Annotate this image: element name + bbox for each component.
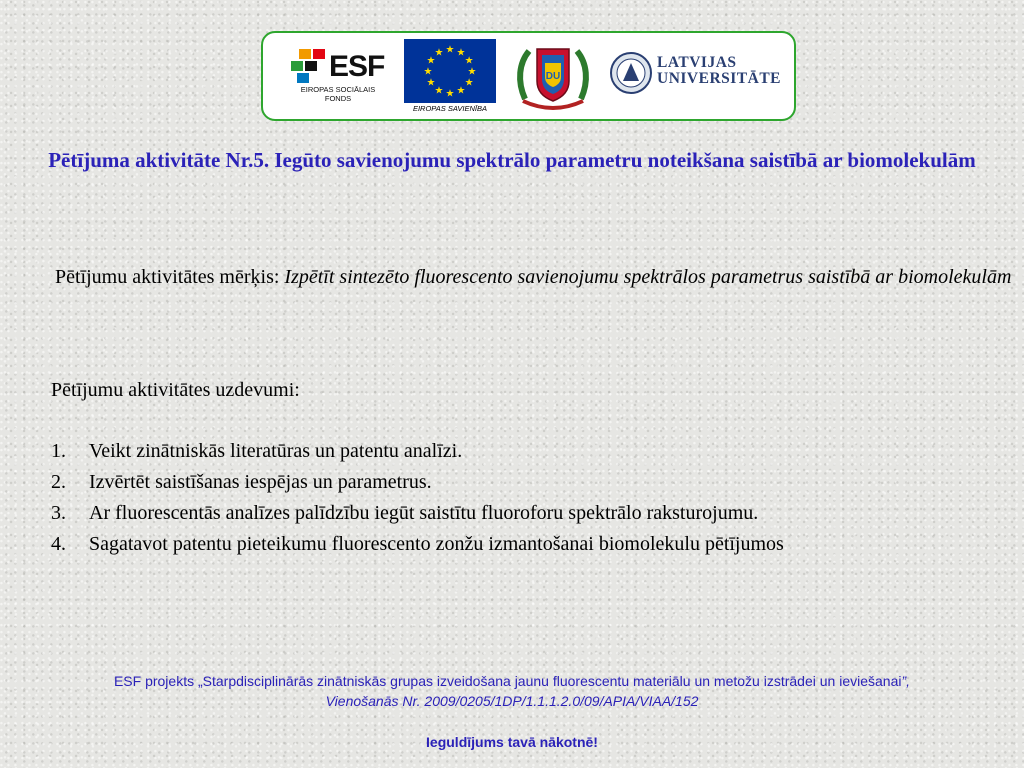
footer-quote-end: ”, (901, 673, 911, 689)
eu-star-icon: ★ (434, 47, 444, 59)
eu-star-icon: ★ (456, 47, 466, 59)
footer-motto: Ieguldījums tavā nākotnē! (426, 734, 598, 750)
esf-logo (289, 43, 389, 109)
lu-logo-text (657, 55, 781, 87)
list-item-text: Izvērtēt saistīšanas iespējas un parametrus. (89, 471, 432, 493)
eu-star-icon: ★ (467, 66, 477, 78)
list-item-text: Veikt zinātniskās literatūras un patentu analīzi. (89, 440, 463, 462)
lu-logo-line1: LATVIJAS (657, 54, 737, 71)
list-item-number: 1. (51, 440, 66, 462)
lu-logo (609, 49, 789, 99)
footer-line1 (10, 671, 1014, 691)
eu-star-icon: ★ (464, 55, 474, 67)
eu-logo (404, 39, 496, 115)
eu-stars-icon (404, 39, 496, 103)
eu-star-icon: ★ (423, 66, 433, 78)
eu-logo-caption: EIROPAS SAVIENĪBA (412, 104, 488, 113)
list-item (51, 498, 784, 529)
slide-title: Pētījuma aktivitāte Nr.5. Iegūto savienojumu spektrālo parametru noteikšana saistībā ar biomolekulām (48, 148, 976, 172)
eu-star-icon: ★ (426, 55, 436, 67)
du-crest-text: DU (545, 71, 561, 82)
eu-star-icon: ★ (434, 85, 444, 97)
esf-logo-text: ESF (329, 50, 385, 83)
list-item (51, 529, 784, 560)
list-item (51, 467, 784, 498)
tasks-list (51, 436, 784, 560)
list-item-number: 2. (51, 471, 66, 493)
lu-seal-icon (609, 51, 653, 95)
eu-star-icon: ★ (456, 85, 466, 97)
tasks-heading: Pētījumu aktivitātes uzdevumi: (51, 379, 300, 401)
list-item-number: 4. (51, 533, 66, 555)
eu-star-icon: ★ (445, 44, 455, 56)
footer-project-name: ESF projekts „Starpdisciplinārās zinātniskās grupas izveidošana jaunu fluorescentu materiālu un metožu izstrādei un ieviešanai (113, 673, 902, 689)
eu-flag (404, 39, 496, 103)
eu-star-icon: ★ (426, 77, 436, 89)
du-logo (515, 41, 591, 113)
footer-agreement-number: Vienošanās Nr. 2009/0205/1DP/1.1.1.2.0/09/APIA/VIAA/152 (325, 693, 699, 709)
list-item-text: Ar fluorescentās analīzes palīdzību iegūt saistītu fluoroforu spektrālo raksturojumu. (89, 502, 759, 524)
esf-mark-icon (291, 49, 331, 85)
list-item (51, 436, 784, 467)
goal-label: Pētījumu aktivitātes mērķis: (55, 266, 285, 288)
eu-star-icon: ★ (445, 88, 455, 100)
list-item-text: Sagatavot patentu pieteikumu fluorescento zonžu izmantošanai biomolekulu pētījumos (89, 533, 784, 555)
eu-star-icon: ★ (464, 77, 474, 89)
research-goal (46, 262, 1018, 292)
goal-text: Izpētīt sintezēto fluorescento savienojumu spektrālos parametrus saistībā ar biomolekulām (284, 266, 1012, 288)
esf-logo-subtitle: EIROPAS SOCIĀLAIS FONDS (300, 85, 376, 103)
project-footer (10, 671, 1014, 711)
logo-banner (261, 31, 796, 121)
lu-logo-line2: UNIVERSITĀTE (657, 70, 782, 87)
list-item-number: 3. (51, 502, 66, 524)
du-crest-icon (515, 41, 591, 113)
